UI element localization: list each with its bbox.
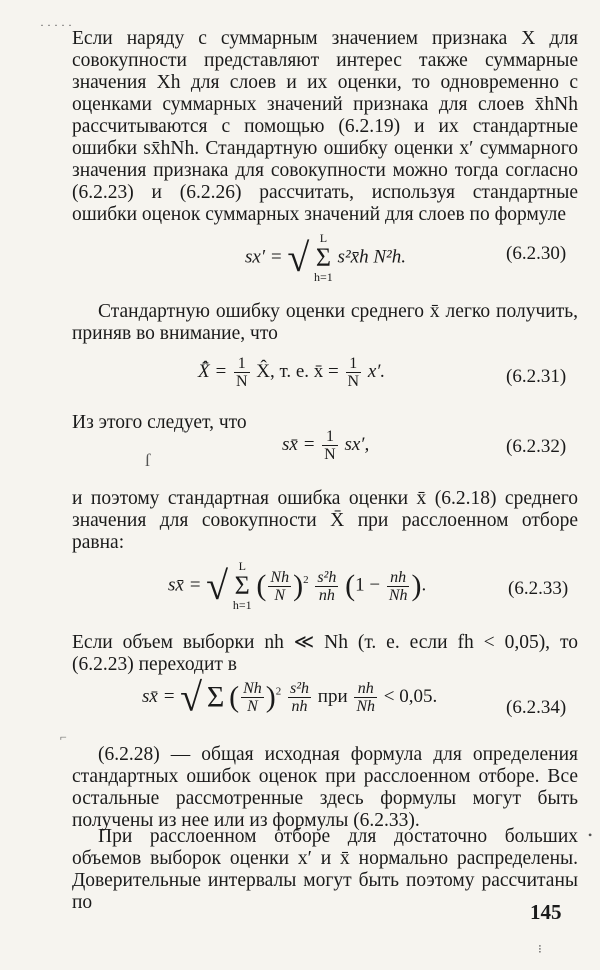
scan-speck: ⁝	[538, 942, 542, 956]
paragraph-1: Если наряду с суммарным значением признака X для совокупности представляют интерес также суммарные значения Xh для слоев и их оценки, то одновременно с оценками суммарных значений признака для слоев x̄hNh рассчитываются с помощью (6.2.19) и их стандартные ошибки sx̄hNh. Стандартную ошибку оценки x′ суммарного значения признака для совокупности можно тогда согласно (6.2.23) и (6.2.26) рассчитать, используя стандартные ошибки оценок суммарных значений для слоев по формуле	[72, 28, 578, 225]
paragraph-2: Стандартную ошибку оценки среднего x̄ легко получить, приняв во внимание, что	[72, 301, 578, 344]
formula-6-2-30	[245, 232, 406, 284]
fraction: $\frac{\text{s²h}}{nh}$	[317, 568, 337, 604]
sum-operator: L Σ h=1	[314, 231, 333, 284]
fraction: $\frac{nh}{Nh}$	[356, 680, 376, 715]
formula-6-2-33: sx̄ = √ L Σ h=1 ( $\frac{Nh}{N}$ )$^2$ $\frac{\text{s²h}}{nh}$ (1 − $\frac{nh}{Nh}$ ).	[168, 559, 427, 612]
formula-number: (6.2.31)	[506, 366, 567, 387]
sqrt-sign: √	[287, 235, 310, 280]
sum-operator: L Σ h=1	[232, 559, 252, 612]
fraction: $\frac{1}{N}$	[347, 355, 360, 390]
scan-mark: ſ	[145, 450, 151, 470]
page-number: 145	[530, 900, 562, 924]
sum-operator: Σ	[206, 680, 225, 714]
formula-lhs: sx′ =	[245, 246, 283, 268]
fraction: $\frac{Nh}{N}$	[243, 680, 262, 715]
formula-part: 1 −	[355, 574, 381, 596]
formula-number: (6.2.32)	[506, 436, 567, 457]
formula-6-2-32	[282, 428, 369, 463]
fraction: $\frac{1}{N}$	[235, 355, 248, 390]
paragraph-6: (6.2.28) — общая исходная формула для определения стандартных ошибок оценок при расслоенном отборе. Все остальные рассмотренные здесь формулы могут быть получены из нее или из формулы (6.2.33).	[72, 744, 578, 831]
scan-speck: •	[588, 828, 593, 842]
fraction: $\frac{1}{N}$	[324, 428, 336, 463]
formula-6-2-34: sx̄ = √ Σ ( $\frac{Nh}{N}$ )$^2$ $\frac{\text{s²h}}{nh}$ при $\frac{nh}{Nh}$ < 0,05.	[142, 674, 438, 720]
formula-part: X̂, т. е. x̄ =	[256, 360, 339, 382]
formula-lhs: sx̄ =	[282, 433, 316, 455]
formula-6-2-31	[198, 355, 385, 390]
paragraph-7: При расслоенном отборе для достаточно больших объемов выборок оценки x′ и x̄ нормально распределены. Доверительные интервалы могут быть поэтому рассчитаны по	[72, 826, 578, 913]
formula-number: (6.2.30)	[506, 243, 567, 264]
fraction: $\frac{nh}{Nh}$	[388, 568, 408, 604]
formula-number: (6.2.33)	[508, 578, 569, 599]
formula-part: X̂̄ =	[198, 360, 228, 382]
formula-lhs: sx̄ =	[168, 574, 202, 596]
formula-part: x′.	[367, 360, 386, 382]
formula-body: s²x̄h N²h.	[337, 246, 406, 268]
sqrt-sign: √	[206, 563, 229, 608]
paragraph-5: Если объем выборки nh ≪ Nh (т. е. если fh < 0,05), то (6.2.23) переходит в	[72, 632, 578, 675]
fraction: $\frac{\text{s²h}}{nh}$	[290, 680, 310, 715]
formula-rhs: sx′,	[344, 433, 370, 455]
formula-lhs: sx̄ =	[142, 685, 176, 707]
paragraph-4: и поэтому стандартная ошибка оценки x̄ (6.2.18) среднего значения для совокупности X̄ при расслоенном отборе равна:	[72, 488, 578, 553]
formula-part: при	[317, 685, 348, 707]
scan-speck: · · · · ·	[40, 18, 72, 32]
scan-speck: ⌐	[60, 730, 67, 744]
paragraph-3: Из этого следует, что	[72, 412, 247, 433]
sqrt-sign: √	[180, 674, 203, 720]
fraction: $\frac{Nh}{N}$	[270, 568, 290, 604]
formula-part: < 0,05.	[383, 685, 438, 707]
formula-number: (6.2.34)	[506, 697, 567, 718]
